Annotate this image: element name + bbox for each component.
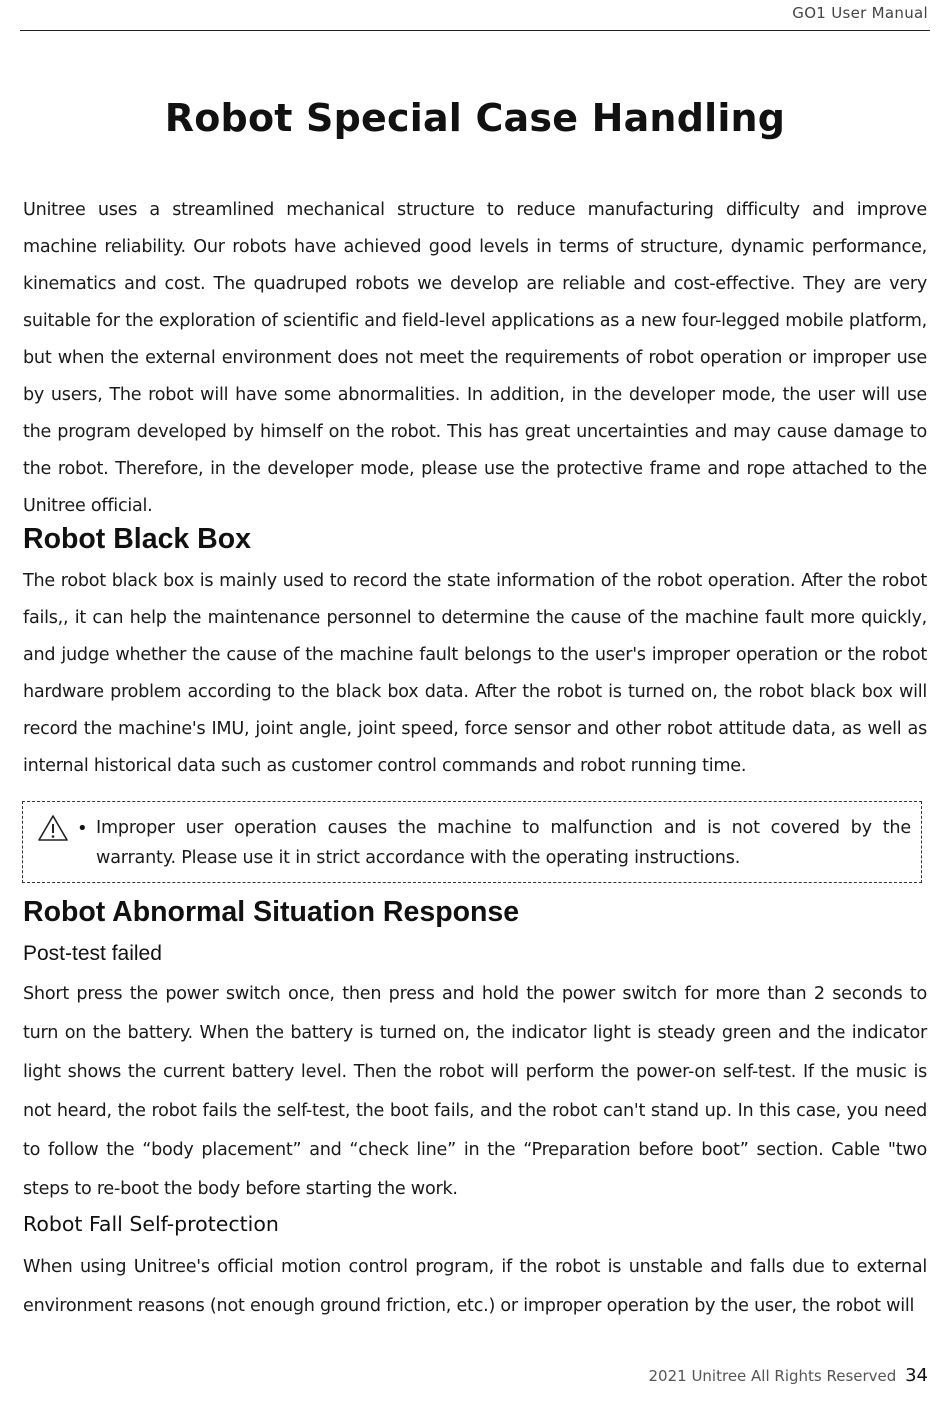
section-heading-abnormal-response: Robot Abnormal Situation Response <box>23 896 520 928</box>
running-header: GO1 User Manual <box>792 4 928 22</box>
post-test-paragraph: Short press the power switch once, then press and hold the power switch for more than 2 seconds to turn on the battery. When the battery is turned on, the indicator light is steady green and the indicator light shows the current battery level. Then the robot will perform the power-on self-test. If the music is not heard, the robot fails the self-test, the boot fails, and the robot can't stand up. In this case, you need to follow the “body placement” and “check line” in the “Preparation before boot” section. Cable "two steps to re-boot the body before starting the work. <box>23 984 927 1199</box>
page-number: 34 <box>905 1365 928 1386</box>
header-rule <box>20 30 930 31</box>
black-box-paragraph: The robot black box is mainly used to record the state information of the robot operation. After the robot fails,, it can help the maintenance personnel to determine the cause of the machine fault more quickly, and judge whether the cause of the machine fault belongs to the user's improper operation or the robot hardware problem according to the black box data. After the robot is turned on, the robot black box will record the machine's IMU, joint angle, joint speed, force sensor and other robot attitude data, as well as internal historical data such as customer control commands and robot running time. <box>23 571 927 776</box>
subheading-fall-self-protection: Robot Fall Self-protection <box>23 1212 279 1236</box>
subheading-post-test-failed: Post-test failed <box>23 942 162 965</box>
section-heading-black-box: Robot Black Box <box>23 523 252 555</box>
footer-copyright: 2021 Unitree All Rights Reserved <box>648 1367 897 1385</box>
warning-bullet: • <box>77 818 88 839</box>
fall-paragraph: When using Unitree's official motion control program, if the robot is unstable and falls due to external environment reasons (not enough ground friction, etc.) or improper operation by the user, the robot will <box>23 1257 927 1316</box>
warning-notice <box>22 801 922 883</box>
warning-triangle-icon <box>37 814 69 842</box>
warning-text: Improper user operation causes the machine to malfunction and is not covered by the warranty. Please use it in strict accordance with the operating instructions. <box>96 818 911 868</box>
page-title: Robot Special Case Handling <box>164 96 786 140</box>
intro-paragraph: Unitree uses a streamlined mechanical structure to reduce manufacturing difficulty and improve machine reliability. Our robots have achieved good levels in terms of structure, dynamic performance, kinematics and cost. The quadruped robots we develop are reliable and cost-effective. They are very suitable for the exploration of scientific and field-level applications as a new four-legged mobile platform, but when the external environment does not meet the requirements of robot operation or improper use by users, The robot will have some abnormalities. In addition, in the developer mode, the user will use the program developed by himself on the robot. This has great uncertainties and may cause damage to the robot. Therefore, in the developer mode, please use the protective frame and rope attached to the Unitree official. <box>23 200 927 516</box>
page-footer <box>649 1365 929 1386</box>
